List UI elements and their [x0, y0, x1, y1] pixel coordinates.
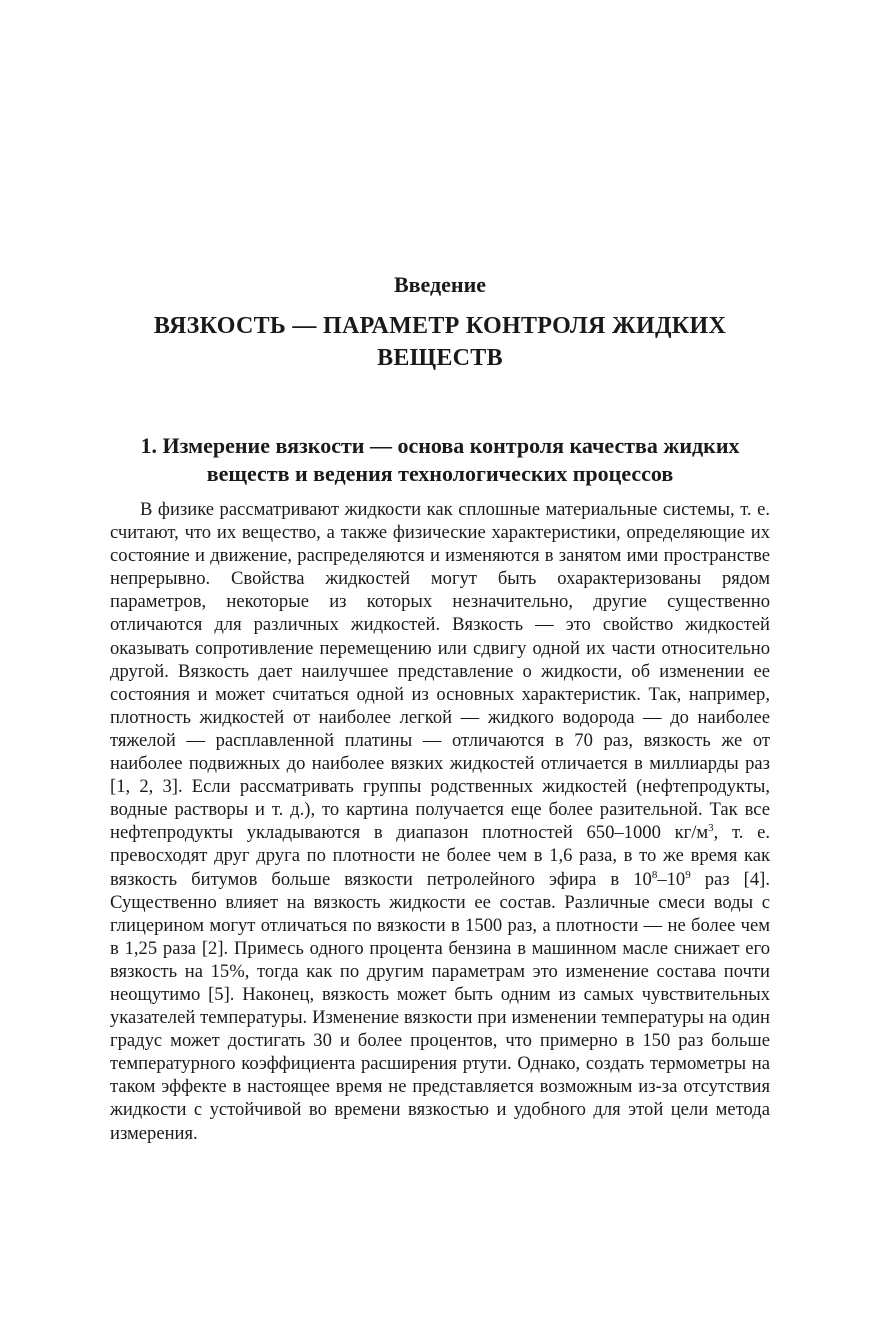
superscript-exponent-9: 9 [685, 868, 691, 881]
chapter-label: Введение [393, 272, 487, 297]
paragraph-text-4: раз [4]. Существенно влияет на вязкость жидкости ее состав. Различные смеси воды с глицерином могут отличаться по вязкости в 1500 раз, а плотности — не более чем в 1,25 раза [2]. Примесь одного процента бензина в машинном масле снижает его вязкость на 15%, тогда как по другим параметрам это изменение состава почти неощутимо [5]. Наконец, вязкость может быть одним из самых чувствительных указателей температуры. Изменение вязкости при изменении температуры на один градус может достигать 30 и более процентов, что примерно в 150 раз больше температурного коэффициента расширения ртути. Однако, создать термометры на таком эффекте в настоящее время не представляется возможным из-за отсутствия жидкости с устойчивой во времени вязкостью и удобного для этой цели метода измерения. [110, 868, 770, 1144]
superscript-cube: 3 [708, 822, 714, 835]
superscript-exponent-8: 8 [651, 868, 658, 881]
paragraph-text-1: В физике рассматривают жидкости как сплошные материальные системы, т. е. считают, что их вещество, а также физические характеристики, определяющие их состояние и движение, распределяются и изменяются в занятом ими пространстве непрерывно. Свойства жидкостей могут быть охарактеризованы рядом параметров, некоторые из которых незначительно, другие существенно отличаются для различных жидкостей. Вязкость — это свойство жидкостей оказывать сопротивление перемещению или сдвигу одной их части относительно другой. Вязкость дает наилучшее представление о жидкости, об изменении ее состояния и может считаться одной из основных характеристик. Так, например, плотность жидкостей от наиболее легкой — жидкого водорода — до наиболее тяжелой — расплавленной платины — отличаются в 70 раз, вязкость же от наиболее подвижных до наиболее вязких жидкостей отличается в миллиарды раз [1, 2, 3]. Если рассматривать группы родственных жидкостей (нефтепродукты, водные растворы и т. д.), то картина получается еще более разительной. Так все нефтепродукты укладываются в диапазон плотностей 650–1000 кг/м [110, 499, 770, 844]
book-page [110, 270, 770, 1145]
chapter-title: ВЯЗКОСТЬ — ПАРАМЕТР КОНТРОЛЯ ЖИДКИХ ВЕЩЕСТВ [153, 313, 727, 371]
paragraph-text-2: , т. е. превосходят друг друга по плотности не более чем в 1,6 раза, в то же время как вязкость битумов больше вязкости петролейного эфира в 10 [110, 822, 770, 890]
section-title: 1. Измерение вязкости — основа контроля качества жидких веществ и ведения технологических процессов [140, 433, 740, 486]
paragraph-text-3: –10 [657, 868, 686, 890]
body-paragraph [110, 498, 770, 1145]
